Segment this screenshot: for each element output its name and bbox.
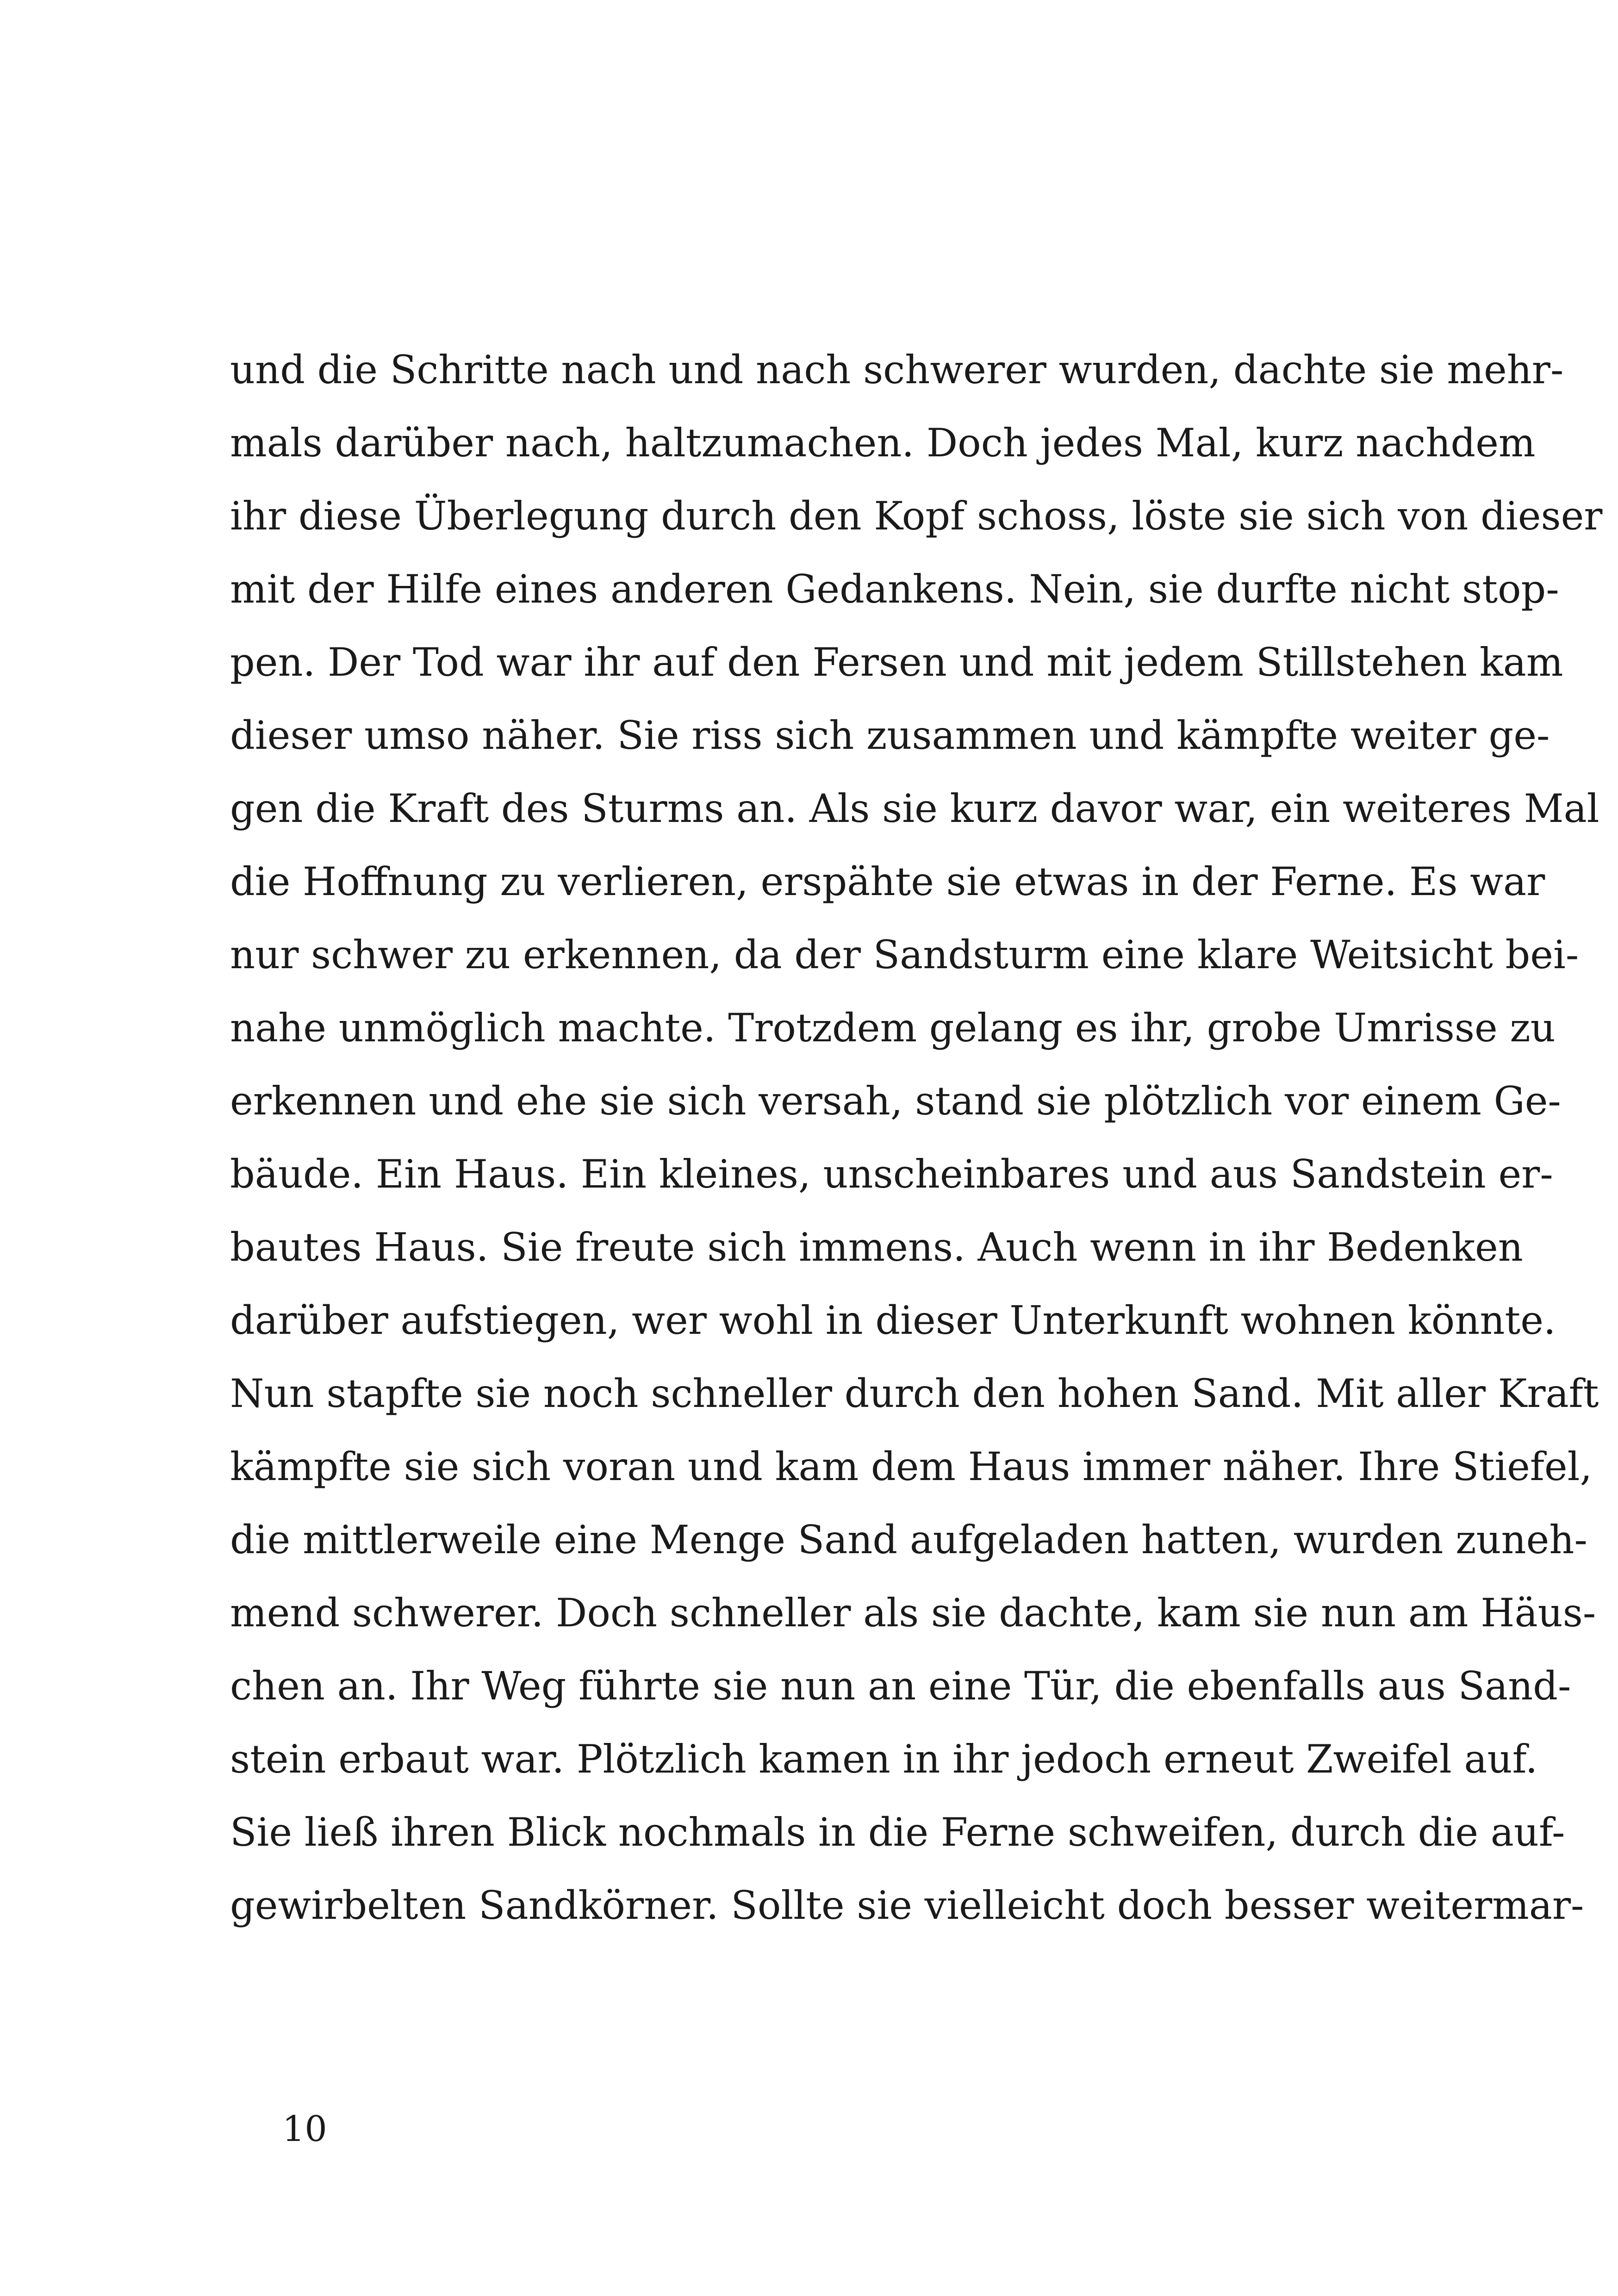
text-line: bautes Haus. Sie freute sich immens. Auch wenn in ihr Bedenken <box>230 1225 1523 1270</box>
text-line: chen an. Ihr Weg führte sie nun an eine Tür, die ebenfalls aus Sand- <box>230 1663 1571 1709</box>
text-line: die Hoffnung zu verlieren, erspähte sie etwas in der Ferne. Es war <box>230 859 1545 904</box>
text-line: pen. Der Tod war ihr auf den Fersen und mit jedem Stillstehen kam <box>230 640 1563 685</box>
text-line: mit der Hilfe eines anderen Gedankens. Nein, sie durfte nicht stop- <box>230 566 1559 612</box>
text-line: ihr diese Überlegung durch den Kopf schoss, löste sie sich von dieser <box>230 493 1603 539</box>
text-line: Nun stapfte sie noch schneller durch den hohen Sand. Mit aller Kraft <box>230 1371 1599 1416</box>
text-line: bäude. Ein Haus. Ein kleines, unscheinbares und aus Sandstein er- <box>230 1151 1553 1197</box>
text-line: Sie ließ ihren Blick nochmals in die Ferne schweifen, durch die auf- <box>230 1810 1565 1855</box>
text-line: nahe unmöglich machte. Trotzdem gelang es ihr, grobe Umrisse zu <box>230 1005 1556 1051</box>
text-line: dieser umso näher. Sie riss sich zusammen und kämpfte weiter ge- <box>230 713 1550 758</box>
text-line: die mittlerweile eine Menge Sand aufgeladen hatten, wurden zuneh- <box>230 1517 1587 1562</box>
text-line: stein erbaut war. Plötzlich kamen in ihr jedoch erneut Zweifel auf. <box>230 1736 1538 1782</box>
text-line: erkennen und ehe sie sich versah, stand sie plötzlich vor einem Ge- <box>230 1078 1561 1124</box>
text-line: mend schwerer. Doch schneller als sie dachte, kam sie nun am Häus- <box>230 1590 1596 1636</box>
body-text <box>230 333 1603 1942</box>
page-number: 10 <box>282 2108 327 2149</box>
text-line: gewirbelten Sandkörner. Sollte sie vielleicht doch besser weitermar- <box>230 1883 1584 1928</box>
text-line: gen die Kraft des Sturms an. Als sie kurz davor war, ein weiteres Mal <box>230 786 1599 831</box>
text-line: kämpfte sie sich voran und kam dem Haus immer näher. Ihre Stiefel, <box>230 1444 1593 1489</box>
text-line: mals darüber nach, haltzumachen. Doch jedes Mal, kurz nachdem <box>230 420 1536 466</box>
text-line: darüber aufstiegen, wer wohl in dieser Unterkunft wohnen könnte. <box>230 1298 1556 1343</box>
text-line: nur schwer zu erkennen, da der Sandsturm eine klare Weitsicht bei- <box>230 932 1579 977</box>
text-line: und die Schritte nach und nach schwerer wurden, dachte sie mehr- <box>230 347 1564 392</box>
